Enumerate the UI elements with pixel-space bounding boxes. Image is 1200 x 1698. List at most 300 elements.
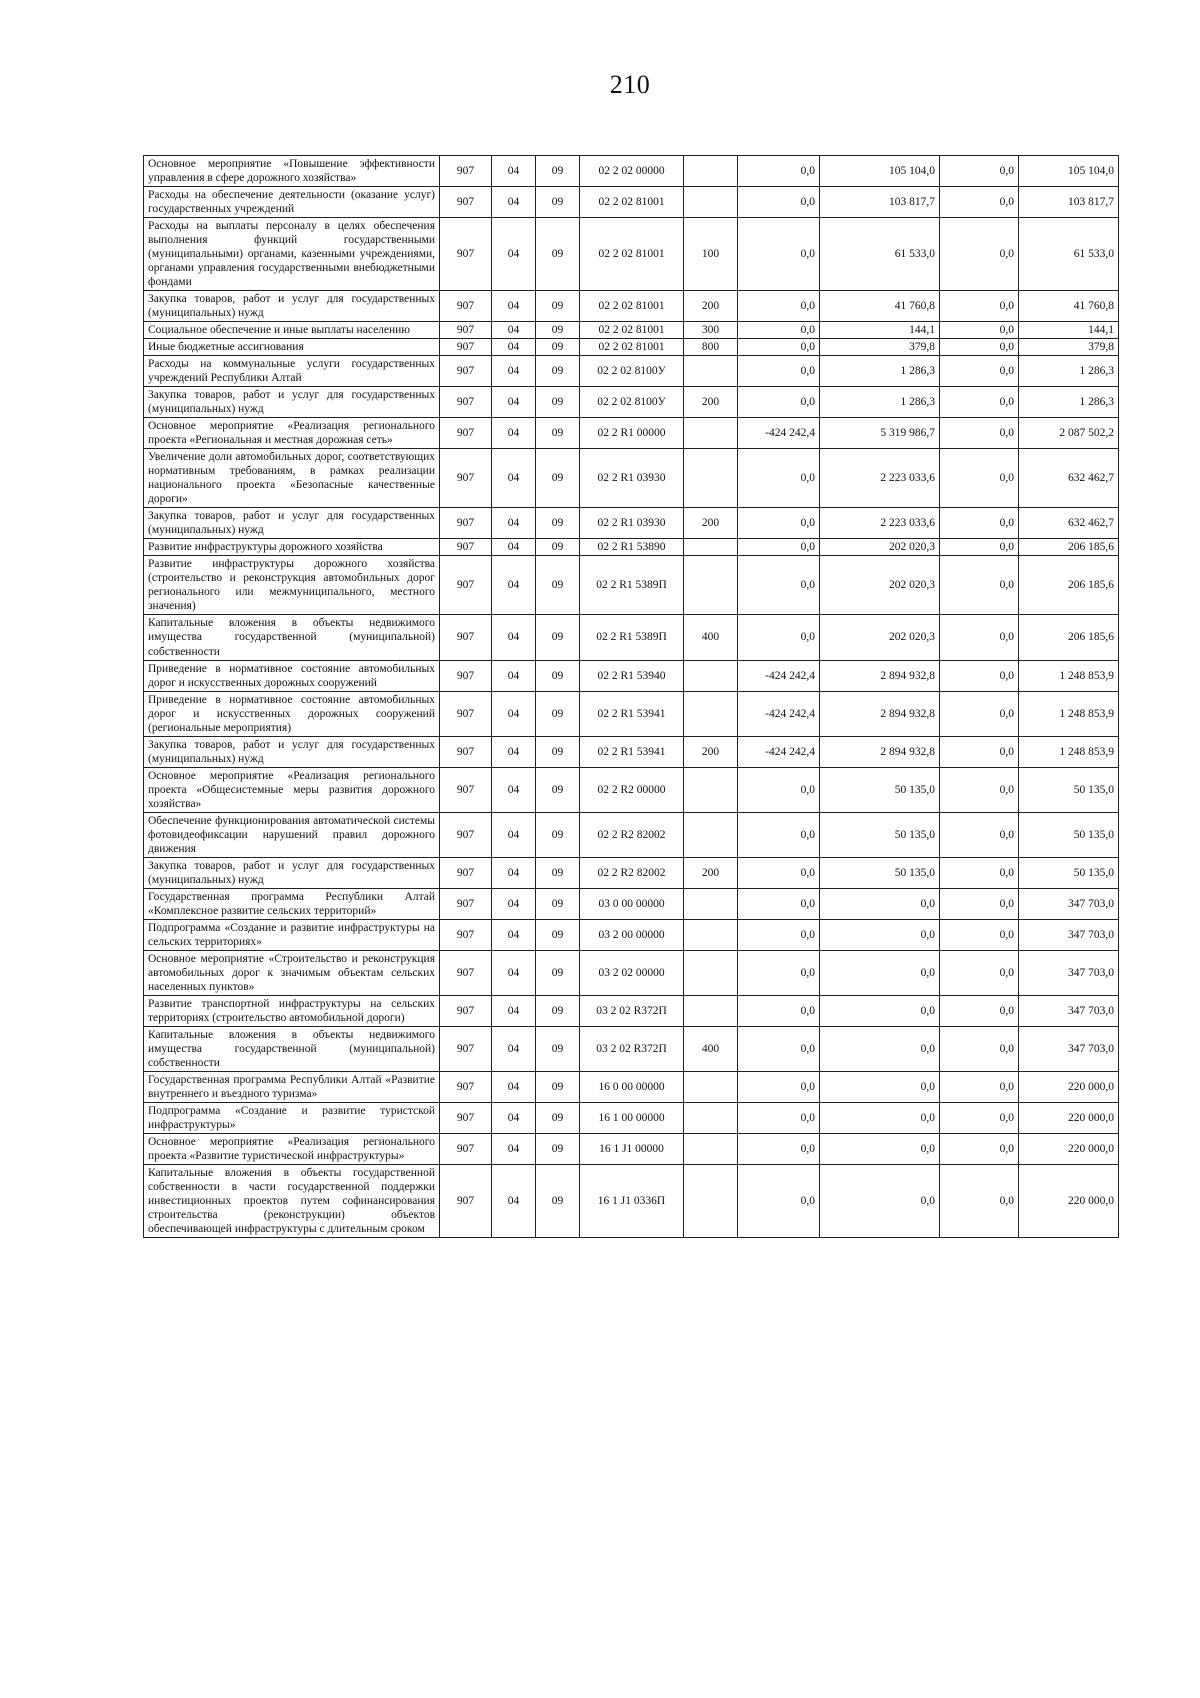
row-subsection: 09 <box>536 508 580 539</box>
table-row <box>144 919 1119 950</box>
row-name: Иные бюджетные ассигнования <box>144 339 440 356</box>
row-amount-4: 347 703,0 <box>1019 995 1119 1026</box>
table-row <box>144 736 1119 767</box>
row-grbs: 907 <box>440 418 492 449</box>
row-grbs: 907 <box>440 291 492 322</box>
row-amount-3: 0,0 <box>940 1102 1019 1133</box>
row-section: 04 <box>492 691 536 736</box>
row-target-article: 03 2 02 R372П <box>580 1026 684 1071</box>
row-amount-4: 144,1 <box>1019 322 1119 339</box>
row-name: Развитие транспортной инфраструктуры на сельских территориях (строительство автомобильной дороги) <box>144 995 440 1026</box>
row-target-article: 02 2 02 81001 <box>580 187 684 218</box>
table-row <box>144 1102 1119 1133</box>
row-amount-4: 632 462,7 <box>1019 449 1119 508</box>
row-expense-type <box>684 156 738 187</box>
row-section: 04 <box>492 812 536 857</box>
row-amount-1: -424 242,4 <box>738 660 820 691</box>
row-amount-1: 0,0 <box>738 218 820 291</box>
row-amount-4: 220 000,0 <box>1019 1102 1119 1133</box>
page-number: 210 <box>609 70 651 99</box>
row-expense-type: 400 <box>684 1026 738 1071</box>
row-expense-type <box>684 995 738 1026</box>
row-name: Основное мероприятие «Реализация регионального проекта «Общесистемные меры развития дорожного хозяйства» <box>144 767 440 812</box>
row-name: Основное мероприятие «Реализация регионального проекта «Развитие туристической инфраструктуры» <box>144 1134 440 1165</box>
row-amount-4: 103 817,7 <box>1019 187 1119 218</box>
row-section: 04 <box>492 615 536 660</box>
row-subsection: 09 <box>536 660 580 691</box>
table-row <box>144 291 1119 322</box>
row-subsection: 09 <box>536 1071 580 1102</box>
row-expense-type <box>684 1165 738 1238</box>
row-section: 04 <box>492 1102 536 1133</box>
row-amount-2: 0,0 <box>820 1071 940 1102</box>
row-amount-1: -424 242,4 <box>738 418 820 449</box>
table-row <box>144 539 1119 556</box>
row-amount-4: 50 135,0 <box>1019 812 1119 857</box>
row-amount-3: 0,0 <box>940 339 1019 356</box>
row-amount-4: 220 000,0 <box>1019 1071 1119 1102</box>
row-amount-1: 0,0 <box>738 187 820 218</box>
row-amount-1: -424 242,4 <box>738 736 820 767</box>
row-amount-1: 0,0 <box>738 919 820 950</box>
row-amount-3: 0,0 <box>940 767 1019 812</box>
row-expense-type <box>684 539 738 556</box>
row-amount-2: 0,0 <box>820 1102 940 1133</box>
row-amount-3: 0,0 <box>940 1134 1019 1165</box>
table-row <box>144 767 1119 812</box>
row-expense-type: 300 <box>684 322 738 339</box>
row-amount-1: 0,0 <box>738 539 820 556</box>
table-body <box>144 156 1119 1238</box>
row-name: Обеспечение функционирования автоматической системы фотовидеофиксации нарушений правил дорожного движения <box>144 812 440 857</box>
row-amount-2: 202 020,3 <box>820 615 940 660</box>
table-row <box>144 187 1119 218</box>
row-subsection: 09 <box>536 1102 580 1133</box>
row-section: 04 <box>492 449 536 508</box>
row-amount-2: 1 286,3 <box>820 356 940 387</box>
row-amount-4: 41 760,8 <box>1019 291 1119 322</box>
row-section: 04 <box>492 736 536 767</box>
row-amount-3: 0,0 <box>940 556 1019 615</box>
row-expense-type: 200 <box>684 508 738 539</box>
row-section: 04 <box>492 291 536 322</box>
row-target-article: 02 2 R1 53941 <box>580 736 684 767</box>
row-grbs: 907 <box>440 919 492 950</box>
row-grbs: 907 <box>440 156 492 187</box>
row-amount-2: 41 760,8 <box>820 291 940 322</box>
row-subsection: 09 <box>536 218 580 291</box>
row-expense-type <box>684 1071 738 1102</box>
row-amount-3: 0,0 <box>940 736 1019 767</box>
table-row <box>144 1026 1119 1071</box>
row-subsection: 09 <box>536 767 580 812</box>
row-amount-2: 2 894 932,8 <box>820 691 940 736</box>
row-amount-1: 0,0 <box>738 556 820 615</box>
row-amount-3: 0,0 <box>940 156 1019 187</box>
row-target-article: 02 2 R2 00000 <box>580 767 684 812</box>
row-grbs: 907 <box>440 1026 492 1071</box>
row-amount-2: 202 020,3 <box>820 556 940 615</box>
row-expense-type <box>684 449 738 508</box>
table-row <box>144 1165 1119 1238</box>
row-subsection: 09 <box>536 291 580 322</box>
row-grbs: 907 <box>440 539 492 556</box>
row-amount-3: 0,0 <box>940 449 1019 508</box>
row-section: 04 <box>492 322 536 339</box>
row-target-article: 16 1 J1 00000 <box>580 1134 684 1165</box>
row-section: 04 <box>492 218 536 291</box>
row-grbs: 907 <box>440 508 492 539</box>
table-row <box>144 691 1119 736</box>
row-subsection: 09 <box>536 691 580 736</box>
row-amount-2: 50 135,0 <box>820 857 940 888</box>
row-amount-1: 0,0 <box>738 387 820 418</box>
table-row <box>144 857 1119 888</box>
row-section: 04 <box>492 418 536 449</box>
table-row <box>144 218 1119 291</box>
row-amount-3: 0,0 <box>940 691 1019 736</box>
row-expense-type <box>684 556 738 615</box>
row-amount-1: 0,0 <box>738 339 820 356</box>
table-row <box>144 156 1119 187</box>
row-amount-3: 0,0 <box>940 1026 1019 1071</box>
row-amount-4: 220 000,0 <box>1019 1165 1119 1238</box>
row-subsection: 09 <box>536 356 580 387</box>
row-name: Государственная программа Республики Алтай «Комплексное развитие сельских территорий» <box>144 888 440 919</box>
row-subsection: 09 <box>536 919 580 950</box>
row-target-article: 03 0 00 00000 <box>580 888 684 919</box>
row-expense-type: 200 <box>684 291 738 322</box>
row-expense-type <box>684 919 738 950</box>
row-subsection: 09 <box>536 736 580 767</box>
row-expense-type: 400 <box>684 615 738 660</box>
budget-table <box>143 155 1119 1238</box>
row-grbs: 907 <box>440 387 492 418</box>
row-target-article: 02 2 02 00000 <box>580 156 684 187</box>
row-amount-2: 0,0 <box>820 919 940 950</box>
row-target-article: 02 2 R1 53940 <box>580 660 684 691</box>
row-grbs: 907 <box>440 1102 492 1133</box>
table-row <box>144 888 1119 919</box>
row-grbs: 907 <box>440 1071 492 1102</box>
row-amount-4: 347 703,0 <box>1019 1026 1119 1071</box>
table-row <box>144 812 1119 857</box>
row-section: 04 <box>492 767 536 812</box>
row-subsection: 09 <box>536 322 580 339</box>
row-grbs: 907 <box>440 322 492 339</box>
row-subsection: 09 <box>536 556 580 615</box>
row-target-article: 02 2 02 81001 <box>580 291 684 322</box>
row-name: Закупка товаров, работ и услуг для государственных (муниципальных) нужд <box>144 387 440 418</box>
row-name: Расходы на коммунальные услуги государственных учреждений Республики Алтай <box>144 356 440 387</box>
row-amount-2: 105 104,0 <box>820 156 940 187</box>
row-subsection: 09 <box>536 1026 580 1071</box>
row-amount-1: 0,0 <box>738 1134 820 1165</box>
row-expense-type: 200 <box>684 857 738 888</box>
row-grbs: 907 <box>440 736 492 767</box>
row-expense-type <box>684 187 738 218</box>
row-subsection: 09 <box>536 449 580 508</box>
row-amount-3: 0,0 <box>940 888 1019 919</box>
row-expense-type <box>684 418 738 449</box>
table-row <box>144 356 1119 387</box>
row-amount-2: 0,0 <box>820 1134 940 1165</box>
row-amount-2: 2 894 932,8 <box>820 736 940 767</box>
row-amount-2: 2 894 932,8 <box>820 660 940 691</box>
row-expense-type <box>684 1102 738 1133</box>
row-grbs: 907 <box>440 812 492 857</box>
row-name: Капитальные вложения в объекты государственной собственности в части государственной поддержки инвестиционных проектов путем софинансирования строительства (реконструкции) объектов обеспечивающей инфраструктуры с длительным сроком <box>144 1165 440 1238</box>
row-target-article: 02 2 R2 82002 <box>580 857 684 888</box>
row-amount-3: 0,0 <box>940 187 1019 218</box>
row-target-article: 02 2 02 8100У <box>580 356 684 387</box>
row-section: 04 <box>492 556 536 615</box>
row-subsection: 09 <box>536 1134 580 1165</box>
row-subsection: 09 <box>536 418 580 449</box>
row-section: 04 <box>492 387 536 418</box>
row-section: 04 <box>492 1134 536 1165</box>
row-amount-4: 206 185,6 <box>1019 556 1119 615</box>
row-amount-2: 0,0 <box>820 950 940 995</box>
row-amount-4: 347 703,0 <box>1019 888 1119 919</box>
row-amount-1: 0,0 <box>738 1165 820 1238</box>
row-amount-1: 0,0 <box>738 767 820 812</box>
row-amount-1: 0,0 <box>738 950 820 995</box>
row-subsection: 09 <box>536 995 580 1026</box>
row-target-article: 03 2 00 00000 <box>580 919 684 950</box>
row-amount-3: 0,0 <box>940 660 1019 691</box>
table-row <box>144 449 1119 508</box>
row-amount-3: 0,0 <box>940 615 1019 660</box>
row-amount-2: 2 223 033,6 <box>820 508 940 539</box>
row-amount-3: 0,0 <box>940 356 1019 387</box>
row-amount-2: 50 135,0 <box>820 812 940 857</box>
row-amount-2: 202 020,3 <box>820 539 940 556</box>
row-amount-3: 0,0 <box>940 322 1019 339</box>
row-expense-type <box>684 691 738 736</box>
row-section: 04 <box>492 539 536 556</box>
row-amount-1: 0,0 <box>738 322 820 339</box>
row-target-article: 02 2 R1 5389П <box>580 556 684 615</box>
row-name: Закупка товаров, работ и услуг для государственных (муниципальных) нужд <box>144 508 440 539</box>
row-expense-type <box>684 950 738 995</box>
row-amount-2: 0,0 <box>820 1165 940 1238</box>
row-section: 04 <box>492 356 536 387</box>
row-amount-2: 0,0 <box>820 888 940 919</box>
row-amount-4: 1 286,3 <box>1019 387 1119 418</box>
row-amount-1: 0,0 <box>738 615 820 660</box>
row-name: Развитие инфраструктуры дорожного хозяйства (строительство и реконструкция автомобильных дорог регионального или межмуниципального, местного значения) <box>144 556 440 615</box>
row-amount-4: 347 703,0 <box>1019 950 1119 995</box>
row-amount-4: 50 135,0 <box>1019 767 1119 812</box>
row-section: 04 <box>492 888 536 919</box>
row-amount-2: 379,8 <box>820 339 940 356</box>
row-grbs: 907 <box>440 660 492 691</box>
row-target-article: 03 2 02 R372П <box>580 995 684 1026</box>
row-target-article: 02 2 R1 5389П <box>580 615 684 660</box>
row-amount-4: 1 286,3 <box>1019 356 1119 387</box>
row-name: Капитальные вложения в объекты недвижимого имущества государственной (муниципальной) собственности <box>144 1026 440 1071</box>
row-name: Закупка товаров, работ и услуг для государственных (муниципальных) нужд <box>144 857 440 888</box>
row-grbs: 907 <box>440 187 492 218</box>
row-amount-4: 347 703,0 <box>1019 919 1119 950</box>
row-name: Закупка товаров, работ и услуг для государственных (муниципальных) нужд <box>144 736 440 767</box>
row-amount-1: 0,0 <box>738 1071 820 1102</box>
row-amount-3: 0,0 <box>940 950 1019 995</box>
row-name: Приведение в нормативное состояние автомобильных дорог и искусственных дорожных сооружений <box>144 660 440 691</box>
row-amount-3: 0,0 <box>940 919 1019 950</box>
row-target-article: 02 2 R2 82002 <box>580 812 684 857</box>
row-name: Увеличение доли автомобильных дорог, соответствующих нормативным требованиям, в рамках реализации национального проекта «Безопасные качественные дороги» <box>144 449 440 508</box>
row-amount-3: 0,0 <box>940 291 1019 322</box>
row-amount-1: 0,0 <box>738 156 820 187</box>
row-amount-4: 206 185,6 <box>1019 615 1119 660</box>
row-expense-type <box>684 1134 738 1165</box>
row-amount-4: 1 248 853,9 <box>1019 660 1119 691</box>
row-grbs: 907 <box>440 1165 492 1238</box>
row-amount-2: 103 817,7 <box>820 187 940 218</box>
row-subsection: 09 <box>536 857 580 888</box>
row-section: 04 <box>492 995 536 1026</box>
row-amount-3: 0,0 <box>940 812 1019 857</box>
row-section: 04 <box>492 1071 536 1102</box>
row-grbs: 907 <box>440 691 492 736</box>
row-expense-type <box>684 812 738 857</box>
row-expense-type: 800 <box>684 339 738 356</box>
row-amount-1: 0,0 <box>738 356 820 387</box>
row-amount-2: 50 135,0 <box>820 767 940 812</box>
row-section: 04 <box>492 339 536 356</box>
table-row <box>144 1071 1119 1102</box>
row-expense-type: 200 <box>684 387 738 418</box>
row-amount-1: 0,0 <box>738 888 820 919</box>
row-amount-2: 2 223 033,6 <box>820 449 940 508</box>
row-amount-3: 0,0 <box>940 508 1019 539</box>
row-amount-1: 0,0 <box>738 857 820 888</box>
row-amount-4: 2 087 502,2 <box>1019 418 1119 449</box>
row-amount-1: 0,0 <box>738 812 820 857</box>
row-subsection: 09 <box>536 812 580 857</box>
table-row <box>144 1134 1119 1165</box>
row-name: Основное мероприятие «Реализация регионального проекта «Региональная и местная дорожная сеть» <box>144 418 440 449</box>
row-name: Расходы на обеспечение деятельности (оказание услуг) государственных учреждений <box>144 187 440 218</box>
row-target-article: 02 2 R1 53890 <box>580 539 684 556</box>
row-grbs: 907 <box>440 857 492 888</box>
row-name: Основное мероприятие «Повышение эффективности управления в сфере дорожного хозяйства» <box>144 156 440 187</box>
row-name: Развитие инфраструктуры дорожного хозяйства <box>144 539 440 556</box>
row-amount-4: 50 135,0 <box>1019 857 1119 888</box>
row-name: Закупка товаров, работ и услуг для государственных (муниципальных) нужд <box>144 291 440 322</box>
row-name: Подпрограмма «Создание и развитие туристской инфраструктуры» <box>144 1102 440 1133</box>
row-amount-1: 0,0 <box>738 1102 820 1133</box>
row-amount-1: -424 242,4 <box>738 691 820 736</box>
row-amount-4: 206 185,6 <box>1019 539 1119 556</box>
row-section: 04 <box>492 1165 536 1238</box>
row-target-article: 02 2 R1 03930 <box>580 449 684 508</box>
row-subsection: 09 <box>536 1165 580 1238</box>
row-expense-type <box>684 767 738 812</box>
row-target-article: 03 2 02 00000 <box>580 950 684 995</box>
row-grbs: 907 <box>440 767 492 812</box>
row-target-article: 02 2 02 81001 <box>580 339 684 356</box>
row-grbs: 907 <box>440 339 492 356</box>
row-expense-type <box>684 888 738 919</box>
row-amount-1: 0,0 <box>738 1026 820 1071</box>
row-name: Приведение в нормативное состояние автомобильных дорог и искусственных дорожных сооружений (региональные мероприятия) <box>144 691 440 736</box>
row-amount-1: 0,0 <box>738 508 820 539</box>
row-grbs: 907 <box>440 1134 492 1165</box>
row-subsection: 09 <box>536 888 580 919</box>
row-grbs: 907 <box>440 218 492 291</box>
table-row <box>144 387 1119 418</box>
row-amount-2: 5 319 986,7 <box>820 418 940 449</box>
row-name: Социальное обеспечение и иные выплаты населению <box>144 322 440 339</box>
row-amount-3: 0,0 <box>940 418 1019 449</box>
row-amount-4: 61 533,0 <box>1019 218 1119 291</box>
row-name: Расходы на выплаты персоналу в целях обеспечения выполнения функций государственными (муниципальными) органами, казенными учреждениями, органами управления государственными внебюджетными фондами <box>144 218 440 291</box>
row-expense-type: 100 <box>684 218 738 291</box>
row-name: Государственная программа Республики Алтай «Развитие внутреннего и въездного туризма» <box>144 1071 440 1102</box>
row-target-article: 02 2 02 81001 <box>580 322 684 339</box>
table-row <box>144 418 1119 449</box>
row-amount-3: 0,0 <box>940 857 1019 888</box>
row-amount-1: 0,0 <box>738 291 820 322</box>
row-amount-3: 0,0 <box>940 1071 1019 1102</box>
row-name: Капитальные вложения в объекты недвижимого имущества государственной (муниципальной) собственности <box>144 615 440 660</box>
table-row <box>144 508 1119 539</box>
row-target-article: 16 0 00 00000 <box>580 1071 684 1102</box>
row-subsection: 09 <box>536 187 580 218</box>
row-target-article: 16 1 00 00000 <box>580 1102 684 1133</box>
row-section: 04 <box>492 156 536 187</box>
row-target-article: 02 2 R1 00000 <box>580 418 684 449</box>
row-amount-2: 144,1 <box>820 322 940 339</box>
row-amount-2: 61 533,0 <box>820 218 940 291</box>
row-amount-3: 0,0 <box>940 218 1019 291</box>
row-name: Основное мероприятие «Строительство и реконструкция автомобильных дорог к значимым объектам сельских населенных пунктов» <box>144 950 440 995</box>
row-section: 04 <box>492 919 536 950</box>
row-grbs: 907 <box>440 556 492 615</box>
row-expense-type <box>684 356 738 387</box>
row-section: 04 <box>492 1026 536 1071</box>
row-amount-2: 0,0 <box>820 995 940 1026</box>
row-grbs: 907 <box>440 356 492 387</box>
row-amount-4: 1 248 853,9 <box>1019 691 1119 736</box>
row-grbs: 907 <box>440 950 492 995</box>
table-row <box>144 660 1119 691</box>
table-row <box>144 995 1119 1026</box>
row-amount-2: 1 286,3 <box>820 387 940 418</box>
row-section: 04 <box>492 187 536 218</box>
row-amount-1: 0,0 <box>738 995 820 1026</box>
row-amount-3: 0,0 <box>940 995 1019 1026</box>
row-target-article: 02 2 02 81001 <box>580 218 684 291</box>
row-grbs: 907 <box>440 888 492 919</box>
row-target-article: 02 2 R1 53941 <box>580 691 684 736</box>
table-row <box>144 950 1119 995</box>
row-target-article: 02 2 R1 03930 <box>580 508 684 539</box>
row-amount-3: 0,0 <box>940 539 1019 556</box>
row-subsection: 09 <box>536 387 580 418</box>
row-amount-4: 379,8 <box>1019 339 1119 356</box>
row-section: 04 <box>492 950 536 995</box>
row-expense-type: 200 <box>684 736 738 767</box>
table-row <box>144 322 1119 339</box>
row-subsection: 09 <box>536 156 580 187</box>
row-expense-type <box>684 660 738 691</box>
row-amount-2: 0,0 <box>820 1026 940 1071</box>
row-amount-1: 0,0 <box>738 449 820 508</box>
